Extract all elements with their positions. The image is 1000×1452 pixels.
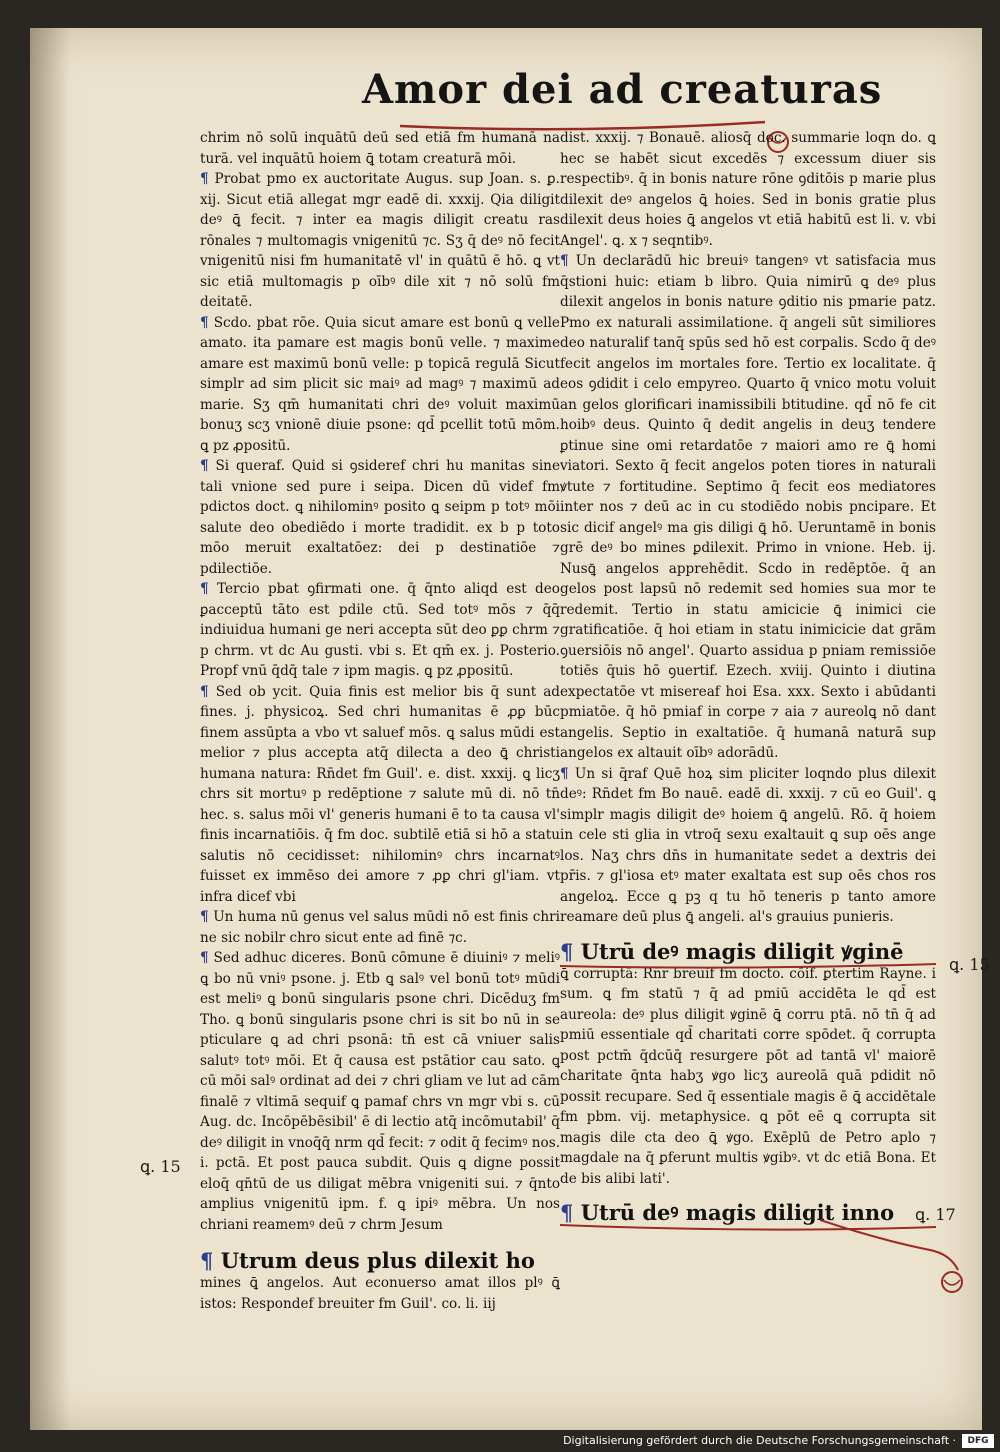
left-paragraph-2: ¶ Probat pmo ex auctoritate Augus. sup Joan. s. ꝑ. xij. Sicut etiā allegat mgr eadē di. xxxij. Qia diligit deꝰ ꝗ̄ fecit. ⁊ inter ea magis diligit creatu ras rōnales ⁊ multomagis vnigenitū ⁊c. Sʒ q̄ deꝰ nō fecit vnigenitū nisi fm humanitatē vl' in quātū ē hō. ꝗ vt sic etiā multomagis p oībꝰ dile xit ⁊ nō solū fm deitatē. [200,171,561,310]
right-question-heading-2: ¶ Utrū deꝰ magis diligit inno [560,1201,936,1225]
left-paragraph-3: ¶ Scdo. pbat rōe. Quia sicut amare est bonū ꝗ velle amato. ita pamare est magis bonū velle. ⁊ maxime amare est maximū bonū velle: p topicā regulā Sicut simplr ad sim plicit sic maiꝰ ad magꝰ ⁊ maximū ad marie. Sʒ qm̄ humanitati chri deꝰ voluit maximū bonuʒ scʒ vnionē diuie psone: qd̄ pcellit totū mōm. ꝗ pz ꝓpositū. [200,314,560,454]
pilcrow-icon: ¶ [200,909,209,925]
right-paragraph-2: ¶ Un declarādū hic breuiꝰ tangenꝰ vt satisfacia mus q̄stioni huic: etiam b libro. Quia nimirū ꝗ deꝰ plus dilexit angelos in bonis nature ꝯditio nis pmarie patz. Pmo ex naturali assimilatione. q̄ angeli sūt similiores deo naturalif tanq̄ spūs sed hō est corpalis. Scdo q̄ deꝰ fecit angelos im mortales fore. Tertio ex localitate. q̄ eos ꝯdidit i celo empyreo. Quarto q̄ vnico motu voluit an gelos glorificari inamissibili btitudine. qd̄ nō fe cit hoibꝰ deus. Quinto q̄ dedit angelis in deuʒ tendere ꝑtinue sine omi retardatōe ⁊ maiori amo re ꝗ̄ homi viatori. Sexto q̄ fecit angelos poten tiores in naturali ꝟtute ⁊ fortitudine. Septimo q̄ fecit eos mediatores inter nos ⁊ deū ac in cu stodiēdo nobis pncipare. Et sic dicif angelꝰ ma gis diligi ꝗ̄ hō. Ueruntamē in bonis grē deꝰ bo mines ꝑdilexit. Primo in vnione. Heb. ij. Nusꝗ̄ angelos apprehēdit. Scdo in redēptōe. q̄ an gelos post lapsū nō redemit sed homies sua mor te redemit. Tertio in statu amicicie ꝗ̄ inimici cie gratificatiōe. q̄ hoi etiam in statu inimicicie dat grām ꝯuersiōis nō angel'. Quarto assidua p pniam remissiōe totiēs q̄uis hō ꝯuertif. Ezech. xviij. Quinto i diutina expectatōe vt misereaf hoi Esa. xxx. Sexto i abūdanti pmiatōe. q̄ hō pmiaf in corpe ⁊ aia ⁊ aureolꝗ nō dant angelis. Septio in exaltatiōe. q̄ humanā naturā sup angelos ex altauit oībꝰ adorādū. [560,253,937,761]
left-text-column [200,128,560,1314]
pilcrow-icon: ¶ [560,253,569,269]
right-paragraph-1: dist. xxxij. ⁊ Bonauē. aliosq̄ doc. summarie loqn do. ꝗ hec se habēt sicut excedēs ⁊ excessum diuer sis respectibꝰ. q̄ in bonis nature rōne ꝯditōis p marie plus dilexit deꝰ angelos ꝗ̄ hoies. Sed in bonis gratie plus dilexit deus hoies ꝗ̄ angelos vt etiā habitū est li. v. vbi Angel'. ꝗ. x ⁊ seqntibꝰ. [560,130,936,249]
pilcrow-icon: ¶ [560,765,569,782]
right-paragraph-3: ¶ Un si q̄raf Quē hoꝝ sim pliciter loqndo plus dilexit deꝰ: Rn̄det fm Bo nauē. eadē di. xxxij. ⁊ cū eo Guil'. ꝗ simplr magis diligit deꝰ hoiem ꝗ̄ angelū. Rō. q̄ hoiem in cele sti glia in vtroq̄ sexu exaltauit ꝗ sup oēs ange los. Naʒ chrs dn̄s in humanitate sedet a dextris dei pr̄is. ⁊ gl'iosa etꝰ mater exaltata est sup oēs chos ros angeloꝝ. Ecce ꝗ pꝫ q tu hō teneris p tanto amore reamare deū plus ꝗ̄ angeli. al's grauius punieris. [560,765,936,925]
right-text-column [560,128,936,1225]
left-paragraph-4: ¶ Si queraf. Quid si ꝯsideref chri hu manitas sine tali vnione sed pure i seipa. Dicen dū videf fm pdictos doct. ꝗ nihilominꝰ posito ꝗ seipm p totꝰ mōi salute deo obediēdo i morte tradidit. ex b p toto mōo meruit exaltatōez: dei p destinatiōe ⁊ pdilectiōe. [200,458,560,577]
pilcrow-icon: ¶ [200,458,209,474]
rubric-flourish-icon [820,1210,970,1300]
left-paragraph-7: ¶ Un huma nū genus vel salus mūdi nō est finis chri ne sic nobilr chro sicut ente ad finē ⁊c. [200,909,560,946]
footer-bar [0,1432,1000,1452]
margin-note-2: ꝗ. 15 [140,1157,181,1176]
pilcrow-icon: ¶ [560,1200,574,1225]
left-paragraph-5: ¶ Tercio pbat ꝯfirmati one. q̄ q̄nto aliqd est deo ꝑacceptū tāto est pdile ctū. Sed totꝰ mōs ⁊ q̄q̄ indiuidua humani ge neri accepta sūt deo ꝑꝑ chrm ⁊ p chrm. vt dc Au gusti. vbi s. Et qm̄ ex. j. Posterio. Propf vnū q̄dq̄ tale ⁊ ipm magis. ꝗ pz ꝓpositū. [200,581,560,679]
left-question-heading: ¶ Utrum deus plus dilexit ho [200,1248,535,1273]
pilcrow-icon: ¶ [200,581,209,597]
pilcrow-icon: ¶ [200,683,209,700]
left-paragraph-6: ¶ Sed ob ycit. Quia finis est melior bis q̄ sunt ad fines. j. physicoꝝ. Sed chri humanitas ē ꝓꝑ būc finem assūpta a vbo vt saluef mōs. ꝗ salus mūdi est melior ⁊ plus accepta atq̄ dilecta a deo ꝗ̄ christi humana natura: Rn̄det fm Guil'. e. dist. xxxij. ꝗ licʒ chrs sit mortuꝰ p redēptione ⁊ salute mū di. nō tn̄ hec. s. salus mōi vl' generis humani ē to ta causa vl' finis incarnatiōis. q̄ fm doc. subtilē etiā si hō a statu salutis nō cecidisset: nihilominꝰ chrs incarnatꝰ fuisset ex immēso dei amore ⁊ ꝓꝑ chri gl'iam. vt infra dicef vbi [200,683,561,905]
pilcrow-icon: ¶ [200,314,209,331]
margin-note-1: ꝗ. 15 [949,955,990,974]
left-paragraph-8: ¶ Sed adhuc diceres. Bonū cōmune ē diuiniꝰ ⁊ meliꝰ ꝗ bo nū vniꝰ psone. j. Etb ꝗ salꝰ vel bonū totꝰ mūdi est meliꝰ ꝗ bonū singularis psone chri. Dicēduʒ fm Tho. ꝗ bonū singularis psone chri is sit bo nū in se pticulare ꝗ ad chri psonā: tn̄ est cā vniuer salis salutꝰ totꝰ mōi. Et q̄ causa est pstātior cau sato. ꝗ cū mōi salꝰ ordinat ad dei ⁊ chri gliam ve lut ad cām finalē ⁊ vltimā sequif ꝗ pamaf chrs vn mgr vbi s. cū Aug. dc. Incōpēbēsibil' ē di lectio atq̄ incōmutabil' q̄ deꝰ diligit in vnoq̄q̄ nrm qd̄ fecit: ⁊ odit q̄ fecimꝰ nos. i. pctā. Et post pauca subdit. Quis ꝗ digne possit eloq̄ qn̄tū de us diligat mēbra vnigeniti sui. ⁊ q̄nto amplius vnigenitū ipm. f. ꝗ ipiꝰ mēbra. Un nos chriani reamemꝰ deū ⁊ chrm Jesum [200,950,561,1233]
rubric-underline [560,962,936,970]
right-question-text-1: ꝗ̄ corruptā: Rn̄r breuif fm docto. cōif. ꝑtertim Rayne. i sum. ꝗ fm statū ⁊ q̄ ad pmiū accidēta le qd̄ est aureola: deꝰ plus diligit ꝟginē ꝗ̄ corru ptā. nō tn̄ q̄ ad pmiū essentiale qd̄ charitati corre spōdet. q̄ corrupta post pctm̄ q̄dcūq̄ resurgere pōt ad tantā vl' maiorē charitate q̄nta habʒ ꝟgo licʒ aureolā quā pdidit nō possit recupare. Sed q̄ essentiale magis ē ꝗ̄ accidētale fm pbm. vij. metaphysice. ꝗ pōt eē ꝗ corrupta sit magis dile cta deo ꝗ̄ ꝟgo. Exēplū de Petro aplo ⁊ magdale na q̄ ꝑferunt multis ꝟgibꝰ. vt dc etiā Bona. Et de bis alibi lati'. [560,965,936,1187]
running-head: Amor dei ad creaturas [362,66,883,113]
funding-notice: Digitalisierung gefördert durch die Deutsche Forschungsgemeinschaft · [563,1434,956,1447]
left-question-text: mines ꝗ̄ angelos. Aut econuerso amat illos plꝰ ꝗ̄ istos: Respondef breuiter fm Guil'. co. li. iij [200,1275,560,1312]
pilcrow-icon: ¶ [560,938,574,964]
right-question-heading-1: ¶ Utrū deꝰ magis diligit ꝟginē [560,940,936,964]
margin-note-3: ꝗ. 17 [915,1205,956,1224]
spine-shadow [30,28,70,1430]
left-paragraph-1: chrim nō solū inquātū deū sed etiā fm humanā na turā. vel inquātū hoiem ꝗ̄ totam creaturā mōi. [200,130,560,167]
dfg-logo: DFG [962,1434,994,1448]
pilcrow-icon: ¶ [200,171,209,187]
pilcrow-icon: ¶ [200,1248,214,1273]
pilcrow-icon: ¶ [200,950,209,966]
